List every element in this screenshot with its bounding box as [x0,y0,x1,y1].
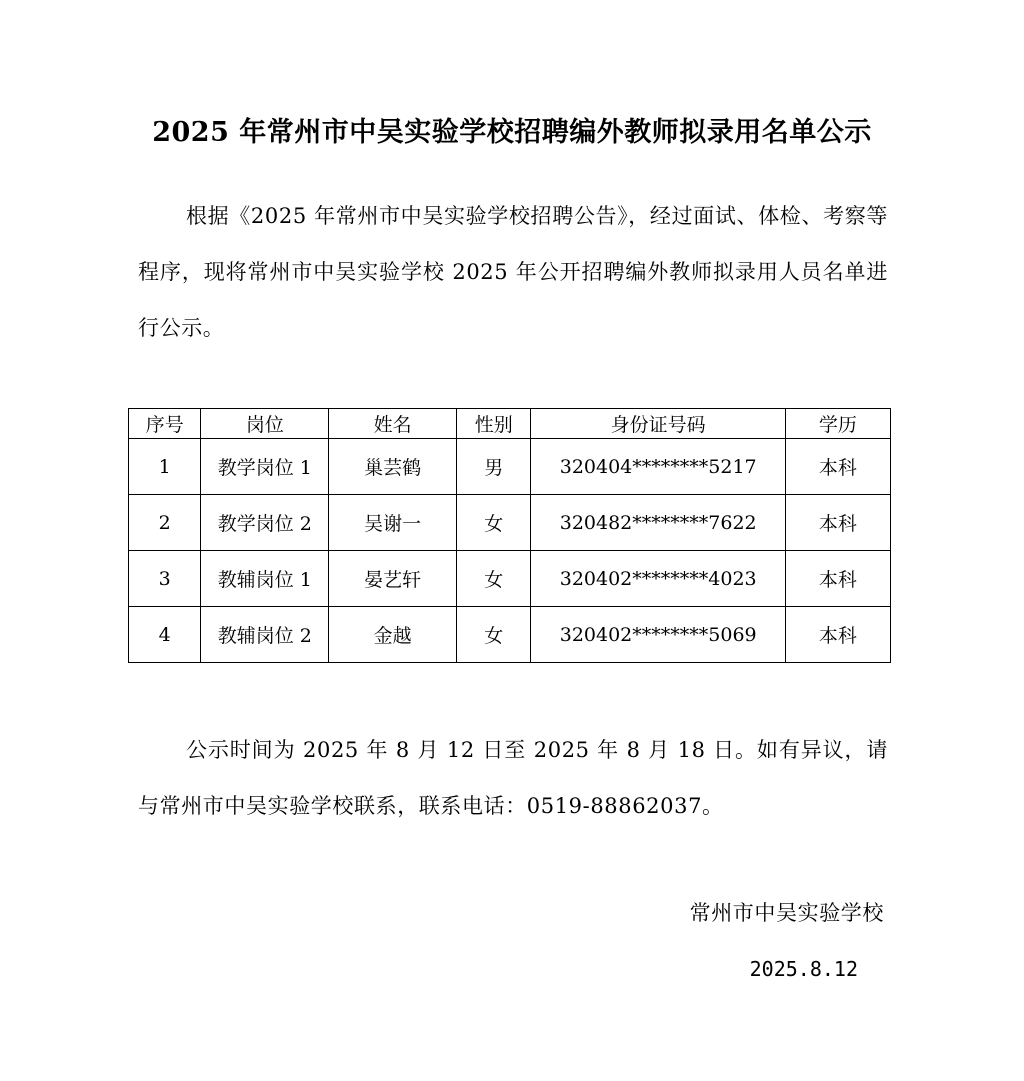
cell-education: 本科 [785,495,890,551]
notice-paragraph: 公示时间为 2025 年 8 月 12 日至 2025 年 8 月 18 日。如有异议，请与常州市中吴实验学校联系，联系电话：0519-88862037。 [138,738,888,818]
cell-gender: 女 [457,551,531,607]
cell-name: 金越 [329,607,457,663]
cell-education: 本科 [785,551,890,607]
cell-position: 教辅岗位 2 [201,607,329,663]
candidate-table [128,408,891,663]
cell-gender: 女 [457,495,531,551]
cell-education: 本科 [785,439,890,495]
cell-gender: 男 [457,439,531,495]
table-row [129,551,891,607]
cell-position: 教辅岗位 1 [201,551,329,607]
cell-serial: 2 [129,495,201,551]
header-serial: 序号 [129,409,201,439]
cell-serial: 3 [129,551,201,607]
cell-position: 教学岗位 1 [201,439,329,495]
header-position: 岗位 [201,409,329,439]
cell-gender: 女 [457,607,531,663]
header-gender: 性别 [457,409,531,439]
header-education: 学历 [785,409,890,439]
cell-name: 晏艺轩 [329,551,457,607]
table-row [129,607,891,663]
cell-id-number: 320402********4023 [531,551,785,607]
cell-serial: 4 [129,607,201,663]
header-name: 姓名 [329,409,457,439]
table-row [129,495,891,551]
cell-id-number: 320482********7622 [531,495,785,551]
table-row [129,439,891,495]
cell-id-number: 320402********5069 [531,607,785,663]
cell-id-number: 320404********5217 [531,439,785,495]
document-title: 2025 年常州市中吴实验学校招聘编外教师拟录用名单公示 [152,117,872,148]
issuer-signature: 常州市中吴实验学校 [689,901,884,925]
cell-serial: 1 [129,439,201,495]
header-id-number: 身份证号码 [531,409,785,439]
cell-education: 本科 [785,607,890,663]
table-header-row [129,409,891,439]
cell-name: 吴谢一 [329,495,457,551]
intro-paragraph: 根据《2025 年常州市中吴实验学校招聘公告》，经过面试、体检、考察等程序，现将常州市中吴实验学校 2025 年公开招聘编外教师拟录用人员名单进行公示。 [138,204,888,340]
cell-name: 巢芸鹤 [329,439,457,495]
issue-date: 2025.8.12 [749,957,858,981]
cell-position: 教学岗位 2 [201,495,329,551]
